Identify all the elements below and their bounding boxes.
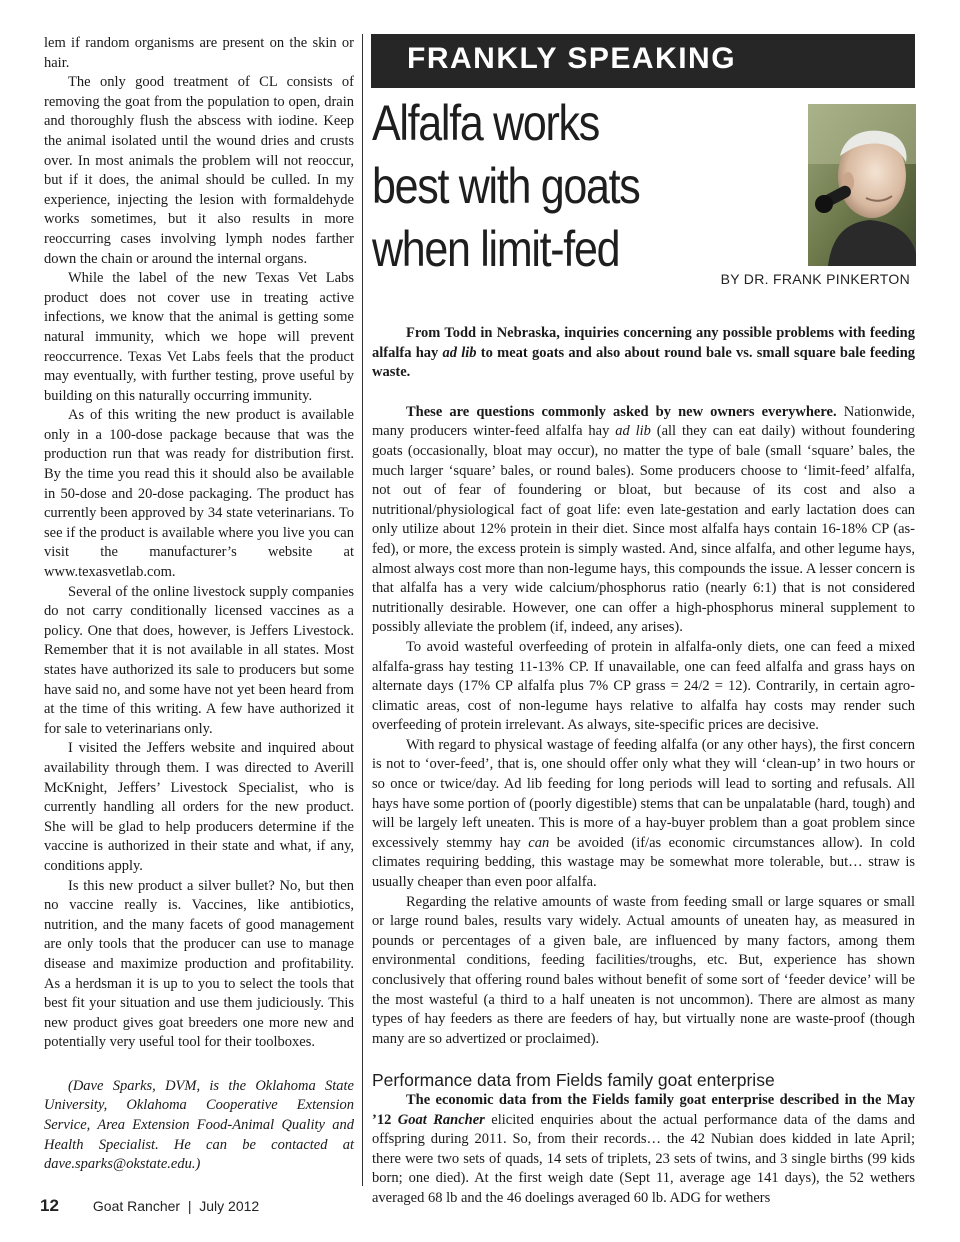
paragraph [372,403,915,638]
paragraph [372,1091,915,1209]
paragraph: Is this new product a silver bullet? No, but then no vaccine really is. Vaccines, like antibiotics, nutrition, and the many facets of good management are only tools that the producer can use to manage disease and maximize production and profitability. As a herdsman it is up to you to select the tools that best fit your situation and use them judiciously. This new product gives goat breeders one more new and potentially very useful tool for their toolboxes. [44,877,354,1051]
emphasis: ad lib [442,344,477,361]
byline: BY DR. FRANK PINKERTON [720,271,910,287]
text-run: elicited enquiries about the actual performance data of the dams and offspring during 2011. So, from their records… the 42 Nubian does kidded in late April; there were two sets of quads, 14 sets of triplets, 23 sets of twins, and 3 single births (99 kids born; one died). At the first weigh date (Sept 11, average age 141 days), the 52 wethers averaged 68 lb and the 46 doelings averaged 60 lb. ADG for wethers [372,1111,915,1206]
author-bio: (Dave Sparks, DVM, is the Oklahoma State University, Oklahoma Cooperative Extension Service, Area Extension Food-Animal Quality and Health Specialist. He can be contacted at dave.sparks@okstate.edu.) [44,1077,354,1173]
paragraph [372,736,915,893]
paragraph: Several of the online livestock supply companies do not carry conditionally licensed vaccines as a policy. One that does, however, is Jeffers Livestock. Remember that it is not available in all states. Most states have authorized its sale to producers but some have said no, and some have not yet been heard from at the time of this writing. A few have authorized it for sale to veterinarians only. [44,583,354,737]
intro-question: From Todd in Nebraska, inquiries concerning any possible problems with feeding alfalfa hay ad lib to meat goats and also about round bale vs. small square bale feeding waste. [372,325,916,381]
paragraph: lem if random organisms are present on the skin or hair. [44,35,354,71]
left-column [44,34,354,1175]
section-heading: Performance data from Fields family goat enterprise [372,1070,775,1091]
magazine-title: Goat Rancher [397,1111,485,1128]
paragraph: As of this writing the new product is available only in a 100-dose package because that was the production run that was ready for distribution first. By the time you read this it should also be available in 50-dose and 20-dose packaging. The product has currently been approved by 34 state veterinarians. To see if the product is available where you live you can visit the manufacturer’s website at www.texasvetlab.com. [44,407,354,581]
banner-title: FRANKLY SPEAKING [407,42,737,75]
publication-info: Goat Rancher | July 2012 [92,1198,260,1214]
paragraph: To avoid wasteful overfeeding of protein in alfalfa-only diets, one can feed a mixed alfalfa-grass hay testing 11-13% CP. If unavailable, one can feed alfalfa and grass hays on alternate days (17% CP alfalfa plus 7% CP grass = 24/2 = 12). Contrarily, in certain agro-climatic areas, cost of non-legume hays relative to alfalfa hay costs may render such overfeeding of protein irrelevant. As always, site-specific prices are decisive. [372,638,915,734]
paragraph: The only good treatment of CL consists of removing the goat from the population to open, drain and thoroughly flush the abscess with iodine. Keep the animal isolated until the wound dries and crusts over. In most animals the problem will not reoccur, but if it does, the animal should be culled. In my experience, injecting the lesion with formaldehyde works sometimes, but it also results in more reoccurring cases involving lymph nodes farther down the chain or around the internal organs. [44,74,354,267]
text-run: Nationwide, many producers winter-feed alfalfa hay [372,403,916,440]
paragraph: While the label of the new Texas Vet Labs product does not cover use in treating active infections, we know that the animal is getting some natural immunity, which we hope will prevent reoccurrence. Texas Vet Labs feels that the product may eventually, with further testing, prove useful by building on this naturally occurring immunity. [44,270,354,404]
emphasis: ad lib [615,423,651,440]
page-footer [40,1196,259,1216]
author-photo [808,104,916,266]
text-run: (all they can eat daily) without foundering goats (occasionally, bloat may occur), no matter the type of bale (small ‘square’ bales, the much larger ‘square’ bales, or round bales). Some producers choose to ‘limit-feed’ alfalfa, not out of fear of foundering or bloat, but because of its cost and also a nutritional/physiological fact of goat life: even late-gestation and early lactation does can only utilize about 12% protein in their diet. Since most alfalfa hays contain 16-18% CP (as-fed), or more, the excess protein is simply wasted. And, since alfalfa, and other legume hays, almost always cost more than non-legume hays, this compounds the issue. A lesser concern is that alfalfa has a very wide calcium/phosphorus ratio (nearly 6:1) that is not considered nutritionally desirable. However, one can offer a high-phosphorus mineral supplement to possibly alleviate the problem (if, indeed, any arises). [372,423,916,636]
text-run: be avoided (if/as economic circumstances allow). In cold climates requiring bedding, this wastage may be somewhat more tolerable, but… straw is usually cheaper than even poor alfalfa. [372,834,915,891]
emphasis: can [528,834,550,851]
paragraph: I visited the Jeffers website and inquired about availability through them. I was directed to Averill McKnight, Jeffers’ Livestock Specialist, who is currently handling all orders for the new product. She will be glad to help producers determine if the vaccine is authorized in their state and what, if any, conditions apply. [44,740,354,874]
text-run: With regard to physical wastage of feeding alfalfa (or any other hays), the first concern is not to ‘over-feed’, that is, one should offer only what they will ‘clean-up’ in two hours or so once or twice/day. Ad lib feeding for long periods will lead to sorting and refusals. All hays have some portion of (poorly digestible) stems that can be unpalatable (hard, tough) and will be largely left uneaten. This is more of a hay-buyer problem than a goat problem since excessively stemmy hay [372,736,915,851]
paragraph: Regarding the relative amounts of waste from feeding small or large squares or small or large round bales, results vary widely. Actual amounts of uneaten hay, as measured in pounds or percentages of a given bale, are influenced by many factors, among them environmental conditions, feeding facilities/troughs, etc. But, experience has shown conclusively that offering round bales without benefit of some sort of ‘feeder device’ will be the most wasteful (a third to a half uneaten is not uncommon). There are almost as many types of hay feeders as there are feeders of hay, but virtually none are waste-proof (though many are so advertized or proclaimed). [372,893,915,1047]
lead-in: The economic data from the Fields family goat enterprise described in the May ’12 [372,1091,915,1128]
column-divider [362,34,363,1186]
lead-in: These are questions commonly asked by new owners everywhere. [406,403,837,420]
section-banner [371,34,915,88]
headline-line: best with goats [372,158,640,214]
author-portrait-icon [808,104,916,266]
headline-line: Alfalfa works [372,95,599,151]
headline-line: when limit-fed [372,221,620,277]
page-number: 12 [40,1196,59,1215]
article-headline [372,92,742,281]
article-body [372,324,915,1209]
